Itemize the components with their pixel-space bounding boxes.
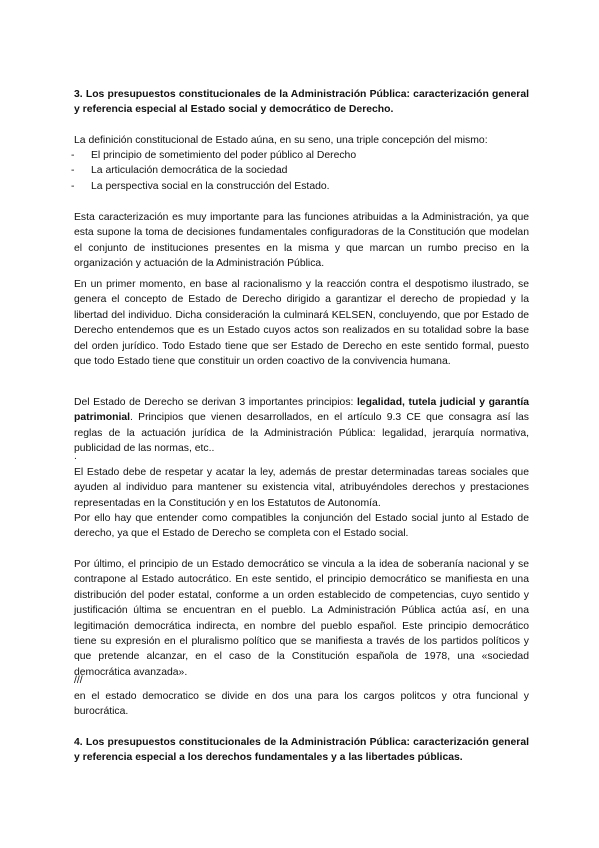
- caracterizacion-paragraph: Esta caracterización es muy importante para las funciones atribuidas a la Administración, ya que esta supone la toma de decisiones fundamentales configuradoras de la Constitución que modelan el conjunto de instituciones presentes en la misma y que marcan un rumbo preciso en la organización y actuación de la Administración Pública.: [74, 212, 529, 270]
- list-item: - La articulación democrática de la sociedad: [74, 163, 529, 178]
- divide-paragraph: en el estado democratico se divide en dos una para los cargos politcos y otra funcional y burocrática.: [74, 691, 529, 718]
- democratico-paragraph: Por último, el principio de un Estado democrático se vincula a la idea de soberanía nacional y se contrapone al Estado autocrático. En este sentido, el principio democrático se manifiesta en una distribución del poder estatal, conforme a un orden establecido de competencias, cuyo sentido y justificación última se encuentran en el pueblo. La Administración Pública actúa así, en una legitimación democrática indirecta, en nombre del pueblo español. Este principio democrático tiene su expresión en el pluralismo político que se manifiesta a través de los partidos políticos y que pretende alcanzar, en el caso de la Constitución española de 1978, una «sociedad democrática avanzada».: [74, 559, 529, 678]
- intro-paragraph: La definición constitucional de Estado aúna, en su seno, una triple concepción del mismo:: [74, 135, 488, 146]
- slashes-line: ///: [74, 675, 83, 686]
- principios-paragraph: [74, 395, 529, 457]
- list-item: - El principio de sometimiento del poder público al Derecho: [74, 148, 529, 163]
- primer-momento-paragraph: En un primer momento, en base al racionalismo y la reacción contra el despotismo ilustrado, se genera el concepto de Estado de Derecho dirigido a garantizar el derecho de propiedad y la libertad del individuo. Dicha consideración la culminará KELSEN, concluyendo, que por Estado de Derecho entendemos que es un Estado cuyos actos son realizados en su totalidad sobre la base del orden jurídico. Todo Estado tiene que ser Estado de Derecho en este sentido formal, puesto que todo Estado tiene que constituir un orden coactivo de la convivencia humana.: [74, 279, 529, 368]
- section-3-heading: 3. Los presupuestos constitucionales de la Administración Pública: caracterización general y referencia especial al Estado social y democrático de Derecho.: [74, 89, 529, 116]
- principios-bold-text: legalidad, tutela judicial y garantía patrimonial: [74, 397, 530, 424]
- section-4-heading: 4. Los presupuestos constitucionales de la Administración Pública: caracterización general y referencia especial a los derechos fundamentales y a las libertades públicas.: [74, 737, 529, 764]
- principios-text-end: . Principios que vienen desarrollados, en el artículo 9.3 CE que consagra así las reglas de la actuación jurídica de la Administración Pública: legalidad, jerarquía normativa, publicidad de las normas, etc..: [74, 412, 529, 455]
- compatibles-paragraph: Por ello hay que entender como compatibles la conjunción del Estado social junto al Estado de derecho, ya que el Estado de Derecho se completa con el Estado social.: [74, 513, 529, 540]
- principios-text-start: Del Estado de Derecho se derivan 3 importantes principios:: [74, 397, 357, 408]
- dot-line: .: [74, 451, 77, 462]
- estado-social-paragraph: El Estado debe de respetar y acatar la ley, además de prestar determinadas tareas sociales que ayuden al individuo para mantener su existencia vital, atribuyéndoles derechos y prestaciones representadas en la Constitución y en los Estatutos de Autonomía.: [74, 467, 529, 509]
- list-item: - La perspectiva social en la construcción del Estado.: [74, 179, 529, 194]
- principles-list: [74, 148, 529, 194]
